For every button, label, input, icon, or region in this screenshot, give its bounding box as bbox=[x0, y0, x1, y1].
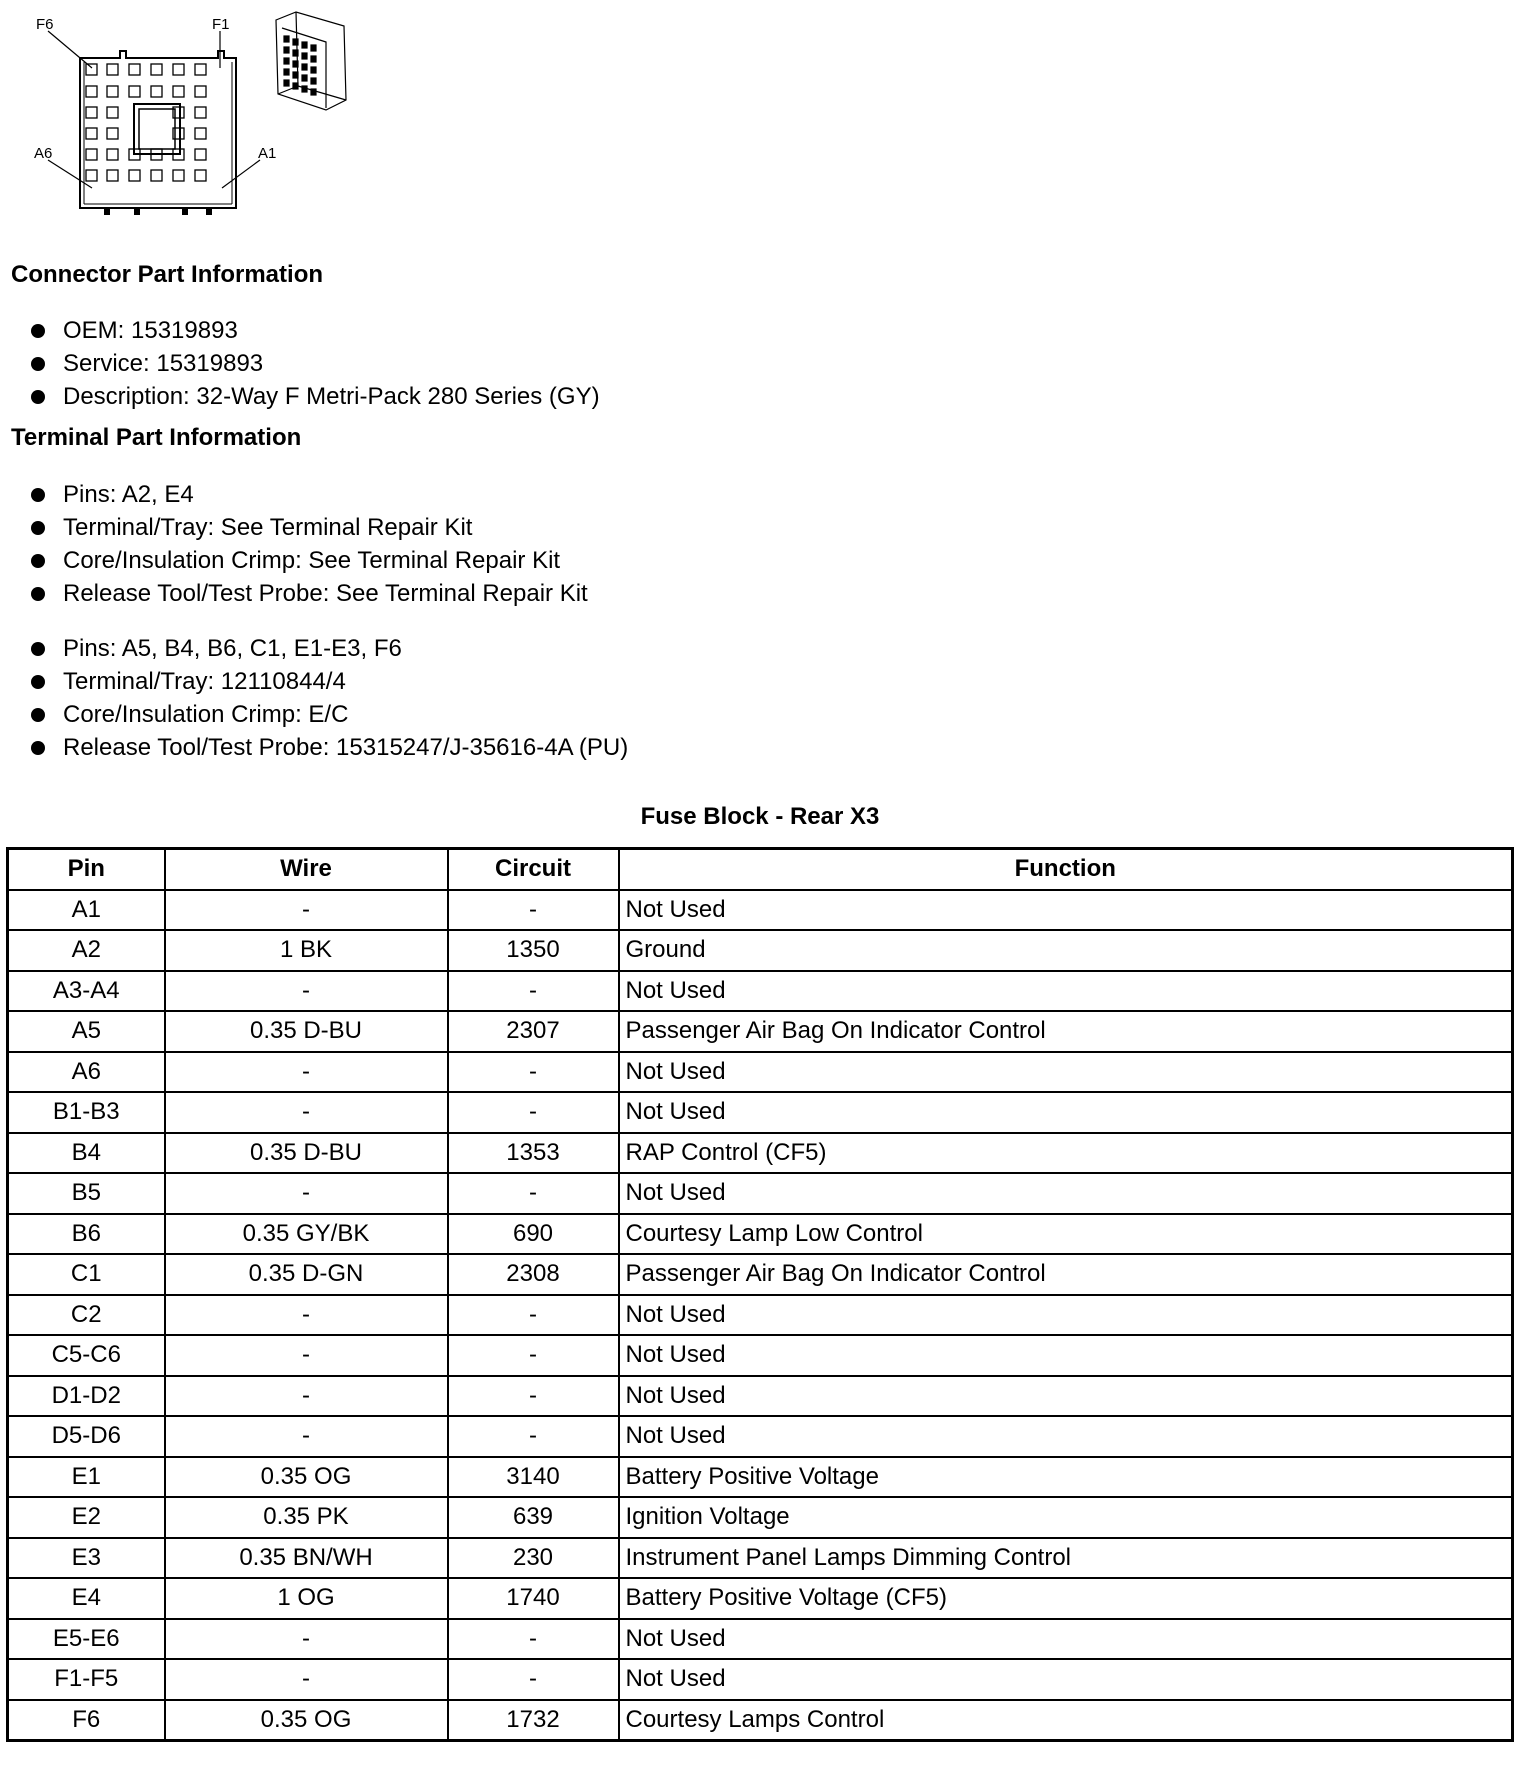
cell-pin: A5 bbox=[8, 1011, 165, 1052]
cell-wire: - bbox=[165, 971, 448, 1012]
cell-circuit: 690 bbox=[448, 1214, 619, 1255]
table-row bbox=[8, 971, 1513, 1012]
cell-circuit: - bbox=[448, 1619, 619, 1660]
cell-circuit: 639 bbox=[448, 1497, 619, 1538]
table-row bbox=[8, 1295, 1513, 1336]
cell-wire: - bbox=[165, 1659, 448, 1700]
pin-cavity bbox=[173, 170, 184, 181]
cell-pin: A2 bbox=[8, 930, 165, 971]
cell-function: Passenger Air Bag On Indicator Control bbox=[619, 1011, 1513, 1052]
table-row bbox=[8, 1538, 1513, 1579]
connector-isometric-icon bbox=[276, 12, 346, 110]
pin-cavity bbox=[86, 64, 97, 75]
table-title: Fuse Block - Rear X3 bbox=[640, 803, 880, 830]
pin-cavity bbox=[107, 170, 118, 181]
cell-wire: - bbox=[165, 1173, 448, 1214]
cell-circuit: 1353 bbox=[448, 1133, 619, 1174]
cell-wire: - bbox=[165, 1092, 448, 1133]
cell-wire: 0.35 OG bbox=[165, 1457, 448, 1498]
label-f6: F6 bbox=[36, 16, 54, 33]
header-circuit: Circuit bbox=[448, 849, 619, 890]
table-row bbox=[8, 890, 1513, 931]
cell-function: Battery Positive Voltage bbox=[619, 1457, 1513, 1498]
cell-pin: C5-C6 bbox=[8, 1335, 165, 1376]
cell-function: Not Used bbox=[619, 1092, 1513, 1133]
cell-function: Courtesy Lamps Control bbox=[619, 1700, 1513, 1741]
pin-cavity bbox=[107, 149, 118, 160]
header-wire: Wire bbox=[165, 849, 448, 890]
cell-circuit: - bbox=[448, 1335, 619, 1376]
cell-circuit: 3140 bbox=[448, 1457, 619, 1498]
terminal-part-information-heading: Terminal Part Information bbox=[11, 424, 302, 451]
table-row bbox=[8, 930, 1513, 971]
table-row bbox=[8, 1376, 1513, 1417]
pin-cavity bbox=[129, 86, 140, 97]
cell-function: Passenger Air Bag On Indicator Control bbox=[619, 1254, 1513, 1295]
pin-cavity bbox=[195, 64, 206, 75]
cell-wire: 0.35 D-BU bbox=[165, 1011, 448, 1052]
pin-cavity bbox=[129, 170, 140, 181]
table-row bbox=[8, 1659, 1513, 1700]
table-row bbox=[8, 1619, 1513, 1660]
table-header-row bbox=[8, 849, 1513, 890]
table-row bbox=[8, 1700, 1513, 1741]
header-function: Function bbox=[619, 849, 1513, 890]
pin-cavities bbox=[86, 64, 206, 181]
pin-cavity bbox=[86, 128, 97, 139]
cell-wire: 0.35 PK bbox=[165, 1497, 448, 1538]
pin-cavity bbox=[195, 149, 206, 160]
cell-circuit: - bbox=[448, 890, 619, 931]
label-a1: A1 bbox=[258, 145, 277, 162]
pin-cavity bbox=[86, 149, 97, 160]
cell-circuit: 1740 bbox=[448, 1578, 619, 1619]
cell-wire: - bbox=[165, 1335, 448, 1376]
cell-pin: B1-B3 bbox=[8, 1092, 165, 1133]
cell-circuit: - bbox=[448, 1173, 619, 1214]
terminal-info-group-1 bbox=[28, 478, 588, 610]
cell-function: Not Used bbox=[619, 971, 1513, 1012]
table-row bbox=[8, 1416, 1513, 1457]
cell-circuit: - bbox=[448, 1416, 619, 1457]
label-f1: F1 bbox=[212, 16, 230, 33]
cell-function: Not Used bbox=[619, 1173, 1513, 1214]
connector-info-list bbox=[28, 314, 600, 413]
pin-cavity bbox=[195, 86, 206, 97]
pin-cavity bbox=[151, 86, 162, 97]
cell-pin: E3 bbox=[8, 1538, 165, 1579]
pinout-table bbox=[6, 847, 1514, 1742]
cell-wire: - bbox=[165, 890, 448, 931]
table-row bbox=[8, 1052, 1513, 1093]
cell-function: Not Used bbox=[619, 1376, 1513, 1417]
cell-wire: - bbox=[165, 1619, 448, 1660]
terminal-info-group-2 bbox=[28, 632, 628, 764]
terminal-info-item: Pins: A5, B4, B6, C1, E1-E3, F6 bbox=[28, 632, 628, 665]
cell-function: Battery Positive Voltage (CF5) bbox=[619, 1578, 1513, 1619]
cell-circuit: - bbox=[448, 1092, 619, 1133]
table-row bbox=[8, 1578, 1513, 1619]
pin-cavity bbox=[107, 64, 118, 75]
connector-diagram bbox=[34, 8, 364, 223]
pin-cavity bbox=[86, 107, 97, 118]
terminal-info-item: Release Tool/Test Probe: See Terminal Repair Kit bbox=[28, 577, 588, 610]
table-row bbox=[8, 1254, 1513, 1295]
cell-function: Not Used bbox=[619, 1416, 1513, 1457]
cell-circuit: 230 bbox=[448, 1538, 619, 1579]
pin-cavity bbox=[86, 86, 97, 97]
cell-pin: E4 bbox=[8, 1578, 165, 1619]
pin-cavity bbox=[195, 170, 206, 181]
cell-function: Not Used bbox=[619, 1619, 1513, 1660]
table-row bbox=[8, 1457, 1513, 1498]
cell-circuit: - bbox=[448, 1376, 619, 1417]
connector-info-oem: OEM: 15319893 bbox=[28, 314, 600, 347]
pin-cavity bbox=[195, 128, 206, 139]
pin-cavity bbox=[107, 128, 118, 139]
pin-cavity bbox=[86, 170, 97, 181]
table-row bbox=[8, 1497, 1513, 1538]
connector-info-description: Description: 32-Way F Metri-Pack 280 Series (GY) bbox=[28, 380, 600, 413]
cell-pin: D1-D2 bbox=[8, 1376, 165, 1417]
cell-circuit: - bbox=[448, 1659, 619, 1700]
cell-pin: B6 bbox=[8, 1214, 165, 1255]
cell-pin: B5 bbox=[8, 1173, 165, 1214]
table-row bbox=[8, 1133, 1513, 1174]
cell-wire: - bbox=[165, 1295, 448, 1336]
cell-circuit: 1732 bbox=[448, 1700, 619, 1741]
cell-wire: - bbox=[165, 1376, 448, 1417]
cell-circuit: - bbox=[448, 971, 619, 1012]
cell-wire: 0.35 BN/WH bbox=[165, 1538, 448, 1579]
cell-function: RAP Control (CF5) bbox=[619, 1133, 1513, 1174]
terminal-info-item: Terminal/Tray: See Terminal Repair Kit bbox=[28, 511, 588, 544]
connector-info-service: Service: 15319893 bbox=[28, 347, 600, 380]
terminal-info-item: Core/Insulation Crimp: E/C bbox=[28, 698, 628, 731]
pin-cavity bbox=[173, 64, 184, 75]
cell-pin: F6 bbox=[8, 1700, 165, 1741]
cell-wire: 0.35 D-GN bbox=[165, 1254, 448, 1295]
cell-pin: A1 bbox=[8, 890, 165, 931]
cell-pin: E1 bbox=[8, 1457, 165, 1498]
cell-wire: 0.35 GY/BK bbox=[165, 1214, 448, 1255]
cell-function: Courtesy Lamp Low Control bbox=[619, 1214, 1513, 1255]
cell-pin: A6 bbox=[8, 1052, 165, 1093]
pin-cavity bbox=[151, 64, 162, 75]
cell-wire: - bbox=[165, 1416, 448, 1457]
cell-wire: 1 OG bbox=[165, 1578, 448, 1619]
pin-cavity bbox=[173, 86, 184, 97]
cell-circuit: - bbox=[448, 1052, 619, 1093]
cell-function: Not Used bbox=[619, 1052, 1513, 1093]
connector-part-information-heading: Connector Part Information bbox=[11, 261, 324, 288]
cell-pin: C2 bbox=[8, 1295, 165, 1336]
terminal-info-item: Pins: A2, E4 bbox=[28, 478, 588, 511]
cell-function: Not Used bbox=[619, 890, 1513, 931]
cell-circuit: - bbox=[448, 1295, 619, 1336]
cell-wire: 0.35 OG bbox=[165, 1700, 448, 1741]
cell-wire: - bbox=[165, 1052, 448, 1093]
cell-pin: A3-A4 bbox=[8, 971, 165, 1012]
cell-pin: E5-E6 bbox=[8, 1619, 165, 1660]
connector-face-drawing bbox=[34, 8, 364, 218]
pin-cavity bbox=[107, 86, 118, 97]
table-row bbox=[8, 1011, 1513, 1052]
table-row bbox=[8, 1335, 1513, 1376]
cell-circuit: 2307 bbox=[448, 1011, 619, 1052]
header-pin: Pin bbox=[8, 849, 165, 890]
label-a6: A6 bbox=[34, 145, 53, 162]
terminal-info-item: Release Tool/Test Probe: 15315247/J-35616-4A (PU) bbox=[28, 731, 628, 764]
cell-wire: 0.35 D-BU bbox=[165, 1133, 448, 1174]
pin-cavity bbox=[129, 64, 140, 75]
cell-function: Instrument Panel Lamps Dimming Control bbox=[619, 1538, 1513, 1579]
cell-function: Not Used bbox=[619, 1295, 1513, 1336]
table-row bbox=[8, 1173, 1513, 1214]
cell-function: Not Used bbox=[619, 1659, 1513, 1700]
terminal-info-item: Core/Insulation Crimp: See Terminal Repair Kit bbox=[28, 544, 588, 577]
cell-pin: C1 bbox=[8, 1254, 165, 1295]
pin-cavity bbox=[151, 170, 162, 181]
cell-wire: 1 BK bbox=[165, 930, 448, 971]
cell-function: Ground bbox=[619, 930, 1513, 971]
pin-cavity bbox=[107, 107, 118, 118]
cell-circuit: 2308 bbox=[448, 1254, 619, 1295]
cell-circuit: 1350 bbox=[448, 930, 619, 971]
cell-pin: B4 bbox=[8, 1133, 165, 1174]
cell-pin: E2 bbox=[8, 1497, 165, 1538]
cell-pin: D5-D6 bbox=[8, 1416, 165, 1457]
cell-pin: F1-F5 bbox=[8, 1659, 165, 1700]
table-row bbox=[8, 1092, 1513, 1133]
cell-function: Ignition Voltage bbox=[619, 1497, 1513, 1538]
cell-function: Not Used bbox=[619, 1335, 1513, 1376]
pin-cavity bbox=[195, 107, 206, 118]
table-row bbox=[8, 1214, 1513, 1255]
terminal-info-item: Terminal/Tray: 12110844/4 bbox=[28, 665, 628, 698]
